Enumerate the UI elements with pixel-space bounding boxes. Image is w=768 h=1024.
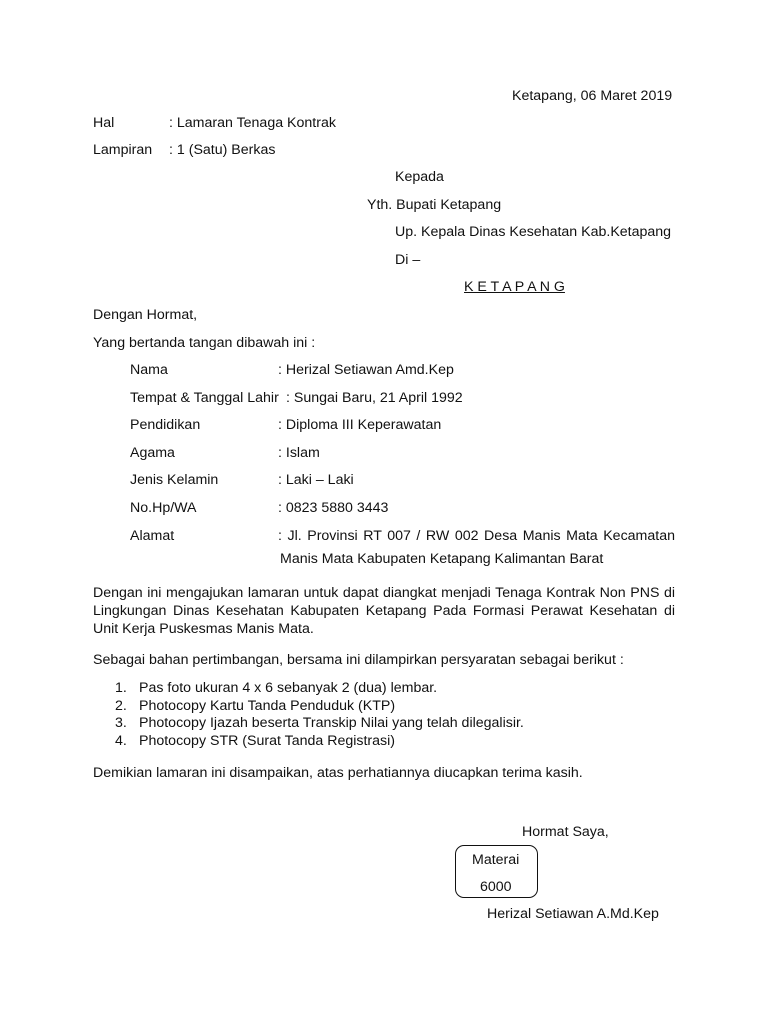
list-item-number: 2. xyxy=(115,697,127,714)
greeting: Dengan Hormat, xyxy=(93,307,198,323)
application-paragraph: Dengan ini mengajukan lamaran untuk dapat diangkat menjadi Tenaga Kontrak Non PNS di Lingkungan Dinas Kesehatan Kabupaten Ketapang Pada Formasi Perawat Kesehatan di Unit Kerja Puskesmas Manis Mata. xyxy=(93,585,675,637)
list-item-text: Photocopy Kartu Tanda Penduduk (KTP) xyxy=(139,697,396,714)
address-line-1: : Jl. Provinsi RT 007 / RW 002 Desa Manis Mata Kecamatan xyxy=(278,528,675,544)
identity-label: Jenis Kelamin xyxy=(130,472,219,488)
recipient-kepada: Kepada xyxy=(395,169,444,185)
closing-line: Demikian lamaran ini disampaikan, atas perhatiannya diucapkan terima kasih. xyxy=(93,765,583,781)
identity-label: Tempat & Tanggal Lahir xyxy=(130,390,279,406)
list-item-text: Photocopy STR (Surat Tanda Registrasi) xyxy=(139,732,396,749)
place-date: Ketapang, 06 Maret 2019 xyxy=(512,88,673,104)
recipient-up: Up. Kepala Dinas Kesehatan Kab.Ketapang xyxy=(395,224,672,240)
materai-stamp-box xyxy=(455,845,538,898)
hal-value: : Lamaran Tenaga Kontrak xyxy=(169,115,336,131)
hal-label: Hal xyxy=(93,115,115,131)
recipient-yth: Yth. Bupati Ketapang xyxy=(367,197,502,213)
address-line-2: Manis Mata Kabupaten Ketapang Kalimantan Barat xyxy=(280,551,604,567)
identity-label: Nama xyxy=(130,362,168,378)
identity-label: No.Hp/WA xyxy=(130,500,197,516)
stamp-label: Materai xyxy=(472,852,520,868)
identity-value: : 0823 5880 3443 xyxy=(278,500,389,516)
identity-value: : Sungai Baru, 21 April 1992 xyxy=(286,390,463,406)
lampiran-value: : 1 (Satu) Berkas xyxy=(169,142,276,158)
list-item-text: Pas foto ukuran 4 x 6 sebanyak 2 (dua) lembar. xyxy=(139,680,438,696)
list-item-number: 4. xyxy=(115,732,127,749)
identity-label: Alamat xyxy=(130,528,175,544)
identity-value: : Laki – Laki xyxy=(278,472,354,488)
list-item-number: 3. xyxy=(115,715,127,731)
stamp-value: 6000 xyxy=(480,879,512,895)
list-item-text: Photocopy Ijazah beserta Transkip Nilai yang telah dilegalisir. xyxy=(139,715,524,731)
lampiran-label: Lampiran xyxy=(93,142,153,158)
signature-salutation: Hormat Saya, xyxy=(522,824,609,840)
recipient-city: K E T A P A N G xyxy=(464,279,565,295)
identity-label: Pendidikan xyxy=(130,417,201,433)
attachments-intro: Sebagai bahan pertimbangan, bersama ini dilampirkan persyaratan sebagai berikut : xyxy=(93,652,624,668)
identity-label: Agama xyxy=(130,445,175,461)
identity-value: : Herizal Setiawan Amd.Kep xyxy=(278,362,454,378)
list-item-number: 1. xyxy=(115,680,127,696)
recipient-di: Di – xyxy=(395,252,421,268)
identity-value: : Islam xyxy=(278,445,320,461)
identity-value: : Diploma III Keperawatan xyxy=(278,417,442,433)
intro-line: Yang bertanda tangan dibawah ini : xyxy=(93,335,316,351)
signatory-name: Herizal Setiawan A.Md.Kep xyxy=(487,906,659,922)
